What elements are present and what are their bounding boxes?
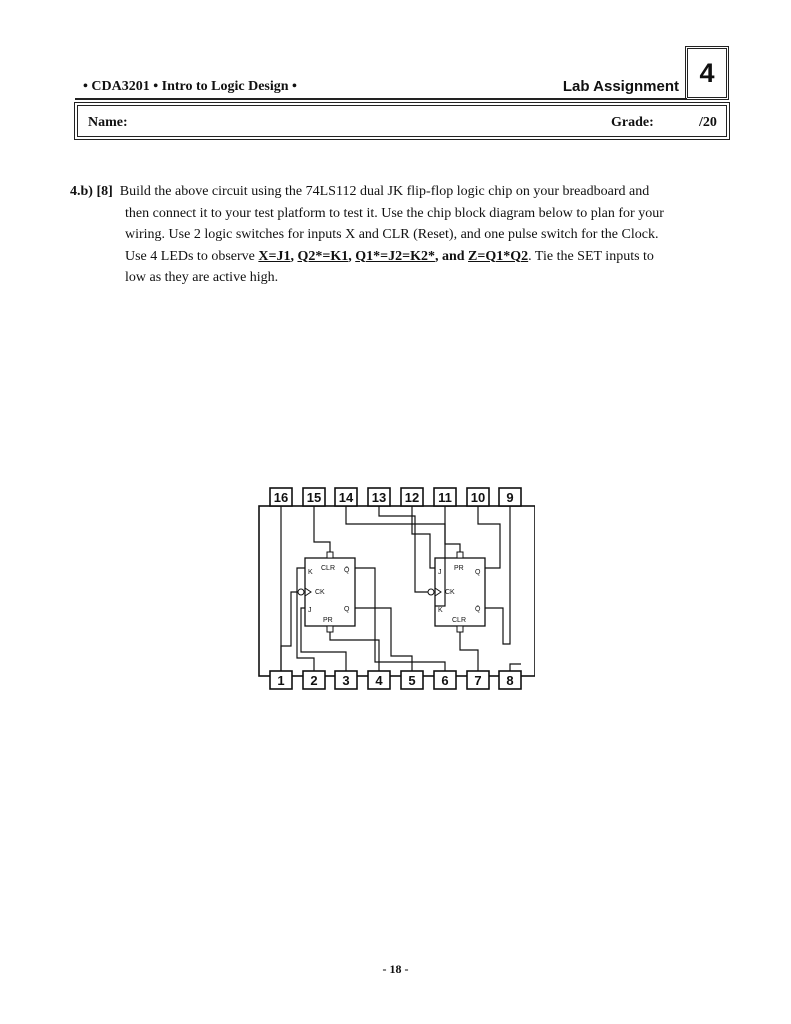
ff2-qbar-label: Q̄ <box>475 606 481 613</box>
pin-5-label: 5 <box>408 673 416 688</box>
pin-3-label: 3 <box>342 673 350 688</box>
lab-number-box <box>685 46 729 100</box>
pin-2-label: 2 <box>310 673 318 688</box>
ff2-k-label: K <box>438 607 443 614</box>
pin-4-label: 4 <box>375 673 383 688</box>
pin-10-label: 10 <box>470 490 486 505</box>
course-title: • CDA3201 • Intro to Logic Design • <box>83 79 297 94</box>
observe-z: Z=Q1*Q2 <box>468 248 529 264</box>
wire-pin7-clr2 <box>460 632 478 671</box>
ff1-clr-label: CLR <box>321 565 336 572</box>
wire-pin8-gnd <box>510 664 521 671</box>
question-line-2: then connect it to your test platform to test it. Use the chip block diagram below to plan for your <box>125 205 664 221</box>
grade-value: /20 <box>699 115 717 130</box>
pin-1-label: 1 <box>277 673 285 688</box>
pin-7-label: 7 <box>474 673 482 688</box>
observe-q2-k1: Q2*=K1 <box>297 248 349 264</box>
page-number: - 18 - <box>382 962 409 976</box>
wire-pin13-ck2 <box>379 506 428 592</box>
pin-14-label: 14 <box>338 490 354 505</box>
wire-pin11-pr2 <box>445 506 460 552</box>
flip-flop-2 <box>428 552 485 632</box>
wire-pin15-clr1 <box>314 506 330 552</box>
ff1-k-label: K <box>308 569 313 576</box>
ff2-pr-bubble <box>457 552 463 558</box>
top-pin-row <box>270 488 521 506</box>
ff1-clr-bubble <box>327 552 333 558</box>
observe-x-j1: X=J1 <box>258 248 291 264</box>
pin-6-label: 6 <box>441 673 449 688</box>
wire-pin9-qbar2 <box>485 506 510 644</box>
ff2-clock-bubble <box>428 589 434 595</box>
ff2-pr-label: PR <box>454 565 464 572</box>
question-line-1 <box>70 181 722 203</box>
lab-assignment-label: Lab Assignment <box>562 78 679 95</box>
line4-suffix: . Tie the SET inputs to <box>528 248 654 264</box>
ff1-j-label: J <box>308 607 312 614</box>
pin-12-label: 12 <box>404 490 420 505</box>
pin-16-label: 16 <box>273 490 289 505</box>
chip-74ls112-diagram <box>255 486 535 696</box>
ff1-clock-bubble <box>298 589 304 595</box>
pin-9-label: 9 <box>506 490 514 505</box>
name-grade-box <box>74 102 730 140</box>
bottom-pin-row <box>270 671 521 689</box>
name-label: Name: <box>88 115 128 130</box>
line4-prefix: Use 4 LEDs to observe <box>125 248 255 264</box>
ff2-clr-bubble <box>457 626 463 632</box>
question-4b <box>70 181 722 289</box>
pin-8-label: 8 <box>506 673 514 688</box>
ff1-pr-bubble <box>327 626 333 632</box>
question-line-5: low as they are active high. <box>125 270 279 285</box>
ff2-j-label: J <box>438 569 442 576</box>
ff1-q-label: Q <box>344 606 350 613</box>
and-text: and <box>441 248 465 264</box>
question-text-1: Build the above circuit using the 74LS112 dual JK flip-flop logic chip on your breadboard and <box>119 184 650 199</box>
ff2-q-label: Q <box>475 569 481 576</box>
header-bar <box>75 76 687 100</box>
grade-label: Grade: <box>611 115 654 130</box>
question-number: 4.b) [8] <box>70 184 113 199</box>
flip-flop-1 <box>298 552 355 632</box>
question-line-3: wiring. Use 2 logic switches for inputs X and CLR (Reset), and one pulse switch for the Clock. <box>125 227 659 242</box>
ff1-qbar-label: Q̄ <box>344 567 350 574</box>
pin-13-label: 13 <box>371 490 387 505</box>
observe-q1-j2-k2: Q1*=J2=K2* <box>355 248 435 264</box>
ff2-ck-label: CK <box>445 589 455 596</box>
ff1-pr-label: PR <box>323 617 333 624</box>
ff1-ck-label: CK <box>315 589 325 596</box>
lab-number: 4 <box>699 57 715 88</box>
question-line-4: Use 4 LEDs to observe X=J1, Q2*=K1, Q1*=J2=K2*, and Z=Q1*Q2. Tie the SET inputs to <box>125 248 654 264</box>
pin-15-label: 15 <box>306 490 322 505</box>
pin-11-label: 11 <box>438 490 452 505</box>
ff2-clr-label: CLR <box>452 617 467 624</box>
wire-pin1-ck1 <box>281 592 298 671</box>
